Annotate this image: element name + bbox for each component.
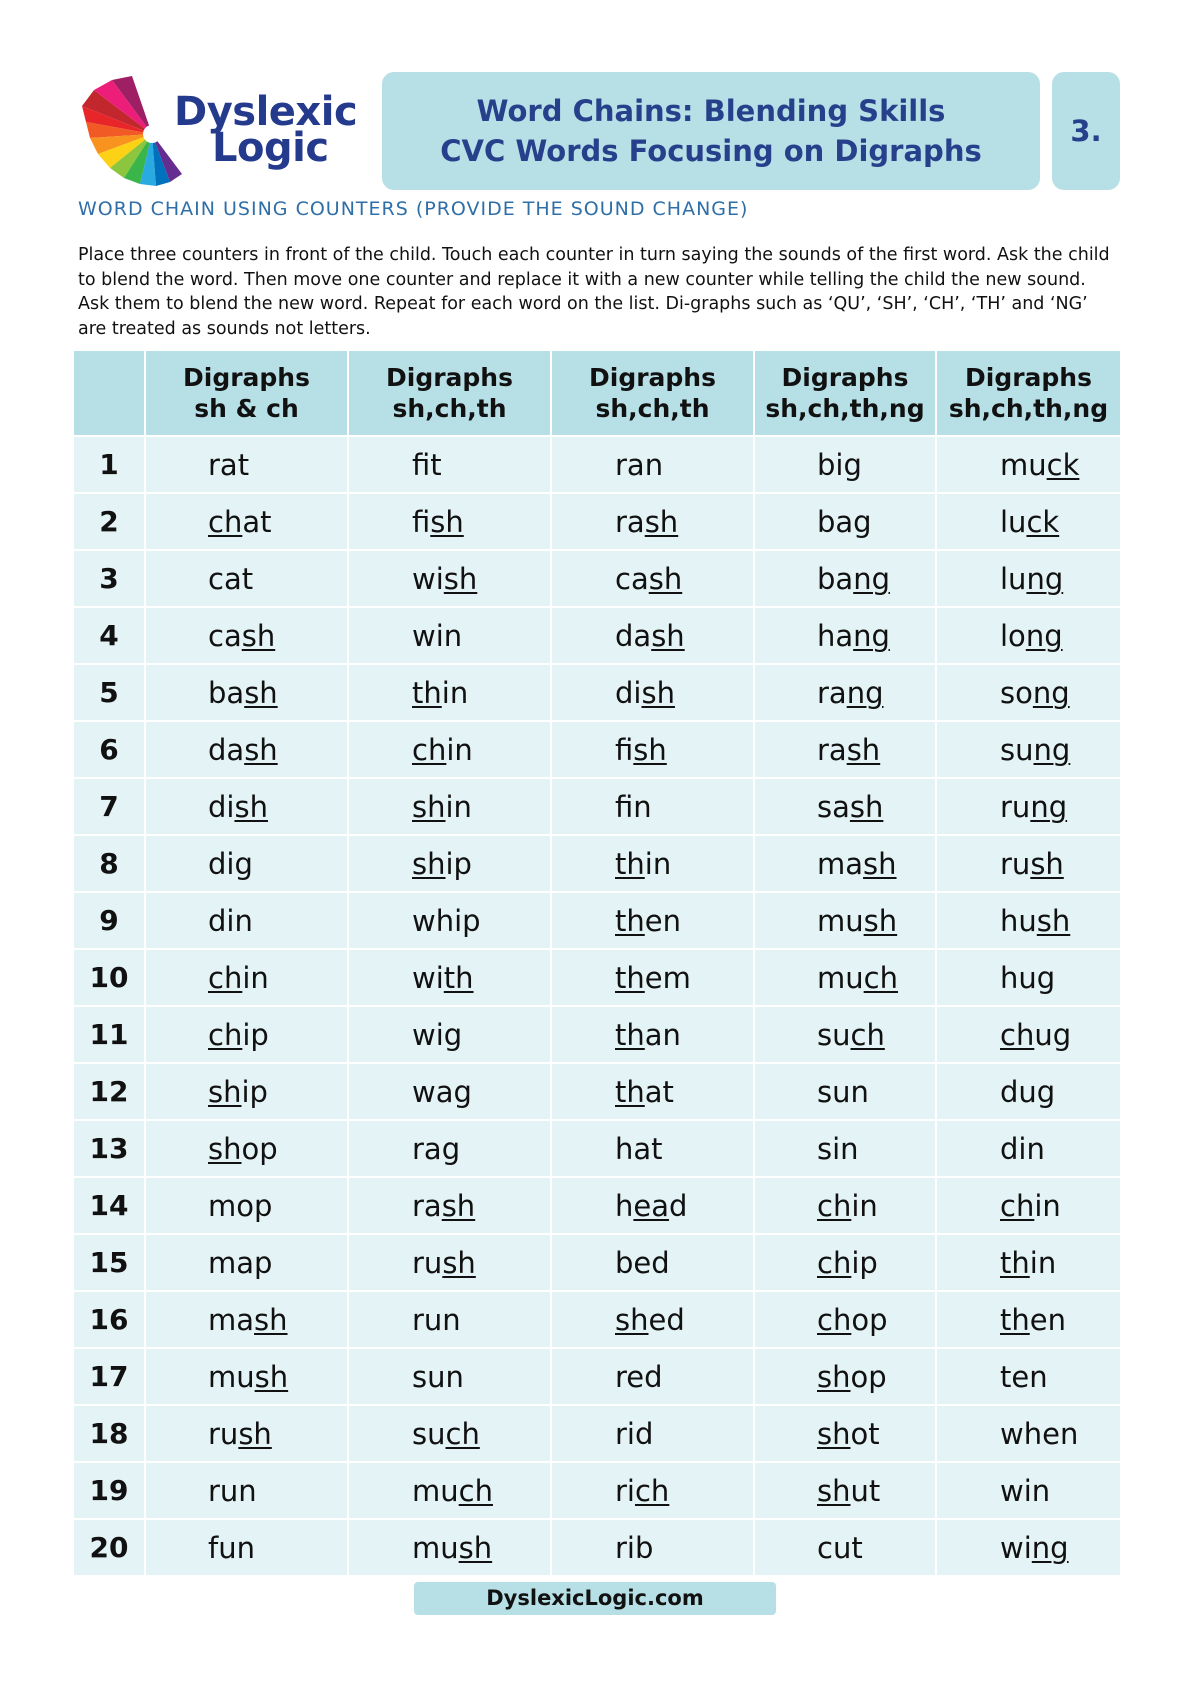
word-cell: dash: [551, 607, 754, 664]
row-number: 5: [73, 664, 145, 721]
word-cell: whip: [348, 892, 551, 949]
row-number: 20: [73, 1519, 145, 1576]
logo-text: [174, 89, 358, 171]
table-row: [73, 835, 1121, 892]
row-number: 4: [73, 607, 145, 664]
word-cell: chop: [754, 1291, 936, 1348]
word-cell: rash: [348, 1177, 551, 1234]
row-number: 7: [73, 778, 145, 835]
word-cell: ship: [145, 1063, 348, 1120]
word-cell: cut: [754, 1519, 936, 1576]
word-cell: fin: [551, 778, 754, 835]
table-row: [73, 607, 1121, 664]
column-header: Digraphs sh & ch: [145, 350, 348, 436]
table-row: [73, 721, 1121, 778]
word-cell: fish: [551, 721, 754, 778]
table-header-row: [73, 350, 1121, 436]
table-row: [73, 550, 1121, 607]
table-row: [73, 1462, 1121, 1519]
word-cell: sun: [754, 1063, 936, 1120]
dyslexic-logic-logo: [76, 72, 372, 190]
table-body: [73, 436, 1121, 1576]
word-cell: when: [936, 1405, 1121, 1462]
word-cell: cash: [551, 550, 754, 607]
word-cell: bash: [145, 664, 348, 721]
word-cell: chat: [145, 493, 348, 550]
section-subheading: WORD CHAIN USING COUNTERS (PROVIDE THE SOUND CHANGE): [78, 198, 749, 220]
word-cell: shin: [348, 778, 551, 835]
word-cell: chip: [145, 1006, 348, 1063]
title-line2: CVC Words Focusing on Digraphs: [440, 134, 982, 168]
word-cell: that: [551, 1063, 754, 1120]
word-cell: fun: [145, 1519, 348, 1576]
word-cell: ship: [348, 835, 551, 892]
row-number: 6: [73, 721, 145, 778]
table-row: [73, 892, 1121, 949]
table-row: [73, 1234, 1121, 1291]
word-cell: rang: [754, 664, 936, 721]
word-cell: rat: [145, 436, 348, 493]
table-row: [73, 1006, 1121, 1063]
word-cell: wing: [936, 1519, 1121, 1576]
word-cell: rag: [348, 1120, 551, 1177]
word-cell: mush: [754, 892, 936, 949]
table-row: [73, 778, 1121, 835]
word-cell: din: [145, 892, 348, 949]
title-box: [382, 72, 1040, 190]
column-header: Digraphs sh,ch,th,ng: [754, 350, 936, 436]
word-cell: shut: [754, 1462, 936, 1519]
instructions-text: Place three counters in front of the child. Touch each counter in turn saying the sounds of the first word. Ask the child to blend the word. Then move one counter and replace it with a new counter while telling the child the new sound. Ask them to blend the new word. Repeat for each word on the list. Di-graphs such as ‘QU’, ‘SH’, ‘CH’, ‘TH’ and ‘NG’ are treated as sounds not letters.: [78, 245, 1110, 339]
word-cell: shed: [551, 1291, 754, 1348]
row-number: 18: [73, 1405, 145, 1462]
word-cell: dish: [145, 778, 348, 835]
word-cell: chug: [936, 1006, 1121, 1063]
word-cell: mush: [145, 1348, 348, 1405]
word-cell: fit: [348, 436, 551, 493]
word-cell: red: [551, 1348, 754, 1405]
row-number: 16: [73, 1291, 145, 1348]
page-number: 3.: [1052, 72, 1120, 190]
row-number: 9: [73, 892, 145, 949]
word-cell: fish: [348, 493, 551, 550]
number-column-header: [73, 350, 145, 436]
word-cell: rush: [936, 835, 1121, 892]
table-row: [73, 1291, 1121, 1348]
word-cell: run: [348, 1291, 551, 1348]
word-cell: chin: [348, 721, 551, 778]
word-cell: rush: [348, 1234, 551, 1291]
word-cell: map: [145, 1234, 348, 1291]
word-cell: dash: [145, 721, 348, 778]
table-row: [73, 1519, 1121, 1576]
word-cell: then: [936, 1291, 1121, 1348]
word-cell: then: [551, 892, 754, 949]
word-cell: sun: [348, 1348, 551, 1405]
word-cell: dug: [936, 1063, 1121, 1120]
word-cell: hang: [754, 607, 936, 664]
word-cell: luck: [936, 493, 1121, 550]
table-row: [73, 1120, 1121, 1177]
word-cell: much: [754, 949, 936, 1006]
table-row: [73, 1063, 1121, 1120]
word-cell: mash: [754, 835, 936, 892]
word-cell: thin: [936, 1234, 1121, 1291]
word-cell: song: [936, 664, 1121, 721]
page-header: [76, 72, 1120, 190]
word-cell: hush: [936, 892, 1121, 949]
word-cell: with: [348, 949, 551, 1006]
word-cell: long: [936, 607, 1121, 664]
column-header: Digraphs sh,ch,th: [551, 350, 754, 436]
word-chain-table: [72, 349, 1122, 1577]
word-cell: muck: [936, 436, 1121, 493]
word-cell: shop: [145, 1120, 348, 1177]
word-cell: rib: [551, 1519, 754, 1576]
word-cell: chin: [754, 1177, 936, 1234]
row-number: 3: [73, 550, 145, 607]
word-cell: rash: [754, 721, 936, 778]
row-number: 12: [73, 1063, 145, 1120]
word-cell: than: [551, 1006, 754, 1063]
word-cell: dish: [551, 664, 754, 721]
word-cell: chip: [754, 1234, 936, 1291]
word-cell: run: [145, 1462, 348, 1519]
table-row: [73, 1348, 1121, 1405]
title-line1: Word Chains: Blending Skills: [476, 94, 946, 128]
row-number: 10: [73, 949, 145, 1006]
word-cell: much: [348, 1462, 551, 1519]
word-cell: rush: [145, 1405, 348, 1462]
word-cell: hat: [551, 1120, 754, 1177]
column-header: Digraphs sh,ch,th: [348, 350, 551, 436]
word-cell: dig: [145, 835, 348, 892]
logo-line1: Dyslexic: [174, 89, 358, 135]
word-cell: sung: [936, 721, 1121, 778]
word-cell: thin: [551, 835, 754, 892]
row-number: 11: [73, 1006, 145, 1063]
word-cell: wig: [348, 1006, 551, 1063]
row-number: 14: [73, 1177, 145, 1234]
word-cell: such: [754, 1006, 936, 1063]
table-row: [73, 1177, 1121, 1234]
word-cell: rid: [551, 1405, 754, 1462]
word-cell: sin: [754, 1120, 936, 1177]
word-cell: wish: [348, 550, 551, 607]
table-row: [73, 436, 1121, 493]
word-cell: rung: [936, 778, 1121, 835]
word-cell: shot: [754, 1405, 936, 1462]
row-number: 2: [73, 493, 145, 550]
word-cell: din: [936, 1120, 1121, 1177]
word-cell: big: [754, 436, 936, 493]
word-cell: wag: [348, 1063, 551, 1120]
word-cell: mop: [145, 1177, 348, 1234]
table-row: [73, 664, 1121, 721]
word-cell: bag: [754, 493, 936, 550]
word-cell: mash: [145, 1291, 348, 1348]
word-cell: lung: [936, 550, 1121, 607]
row-number: 8: [73, 835, 145, 892]
word-cell: win: [348, 607, 551, 664]
word-cell: ten: [936, 1348, 1121, 1405]
word-cell: such: [348, 1405, 551, 1462]
word-cell: sash: [754, 778, 936, 835]
word-cell: ran: [551, 436, 754, 493]
footer-website: DyslexicLogic.com: [414, 1582, 776, 1615]
column-header: Digraphs sh,ch,th,ng: [936, 350, 1121, 436]
word-cell: bed: [551, 1234, 754, 1291]
table-row: [73, 1405, 1121, 1462]
table-row: [73, 493, 1121, 550]
word-cell: rash: [551, 493, 754, 550]
row-number: 15: [73, 1234, 145, 1291]
row-number: 13: [73, 1120, 145, 1177]
word-cell: mush: [348, 1519, 551, 1576]
word-cell: cash: [145, 607, 348, 664]
row-number: 19: [73, 1462, 145, 1519]
word-cell: shop: [754, 1348, 936, 1405]
word-cell: rich: [551, 1462, 754, 1519]
word-cell: bang: [754, 550, 936, 607]
word-cell: them: [551, 949, 754, 1006]
word-cell: cat: [145, 550, 348, 607]
logo-line2: Logic: [212, 125, 329, 171]
word-cell: chin: [936, 1177, 1121, 1234]
word-cell: chin: [145, 949, 348, 1006]
row-number: 17: [73, 1348, 145, 1405]
word-cell: thin: [348, 664, 551, 721]
table-row: [73, 949, 1121, 1006]
row-number: 1: [73, 436, 145, 493]
word-cell: hug: [936, 949, 1121, 1006]
word-cell: win: [936, 1462, 1121, 1519]
word-cell: head: [551, 1177, 754, 1234]
